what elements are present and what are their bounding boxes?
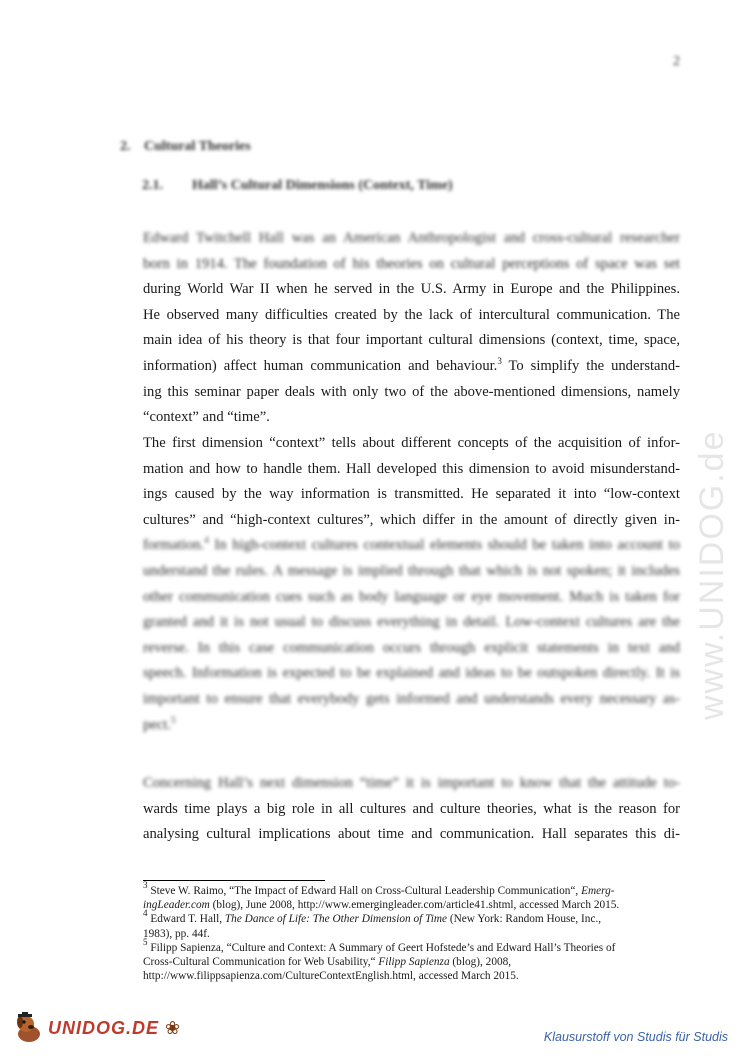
footnote-text: Filipp Sapienza, “Culture and Context: A Summary of Geert Hofstede’s and Edward Hall’s Theories of xyxy=(147,941,616,954)
logo-text xyxy=(48,1018,181,1039)
text-line xyxy=(143,354,680,380)
footnote-text: (blog), 2008, xyxy=(449,956,512,969)
text-line: “context” and “time”. xyxy=(143,409,270,426)
text-line: wards time plays a big role in all cultures and culture theories, what is the reason for xyxy=(143,800,680,817)
footnote-3 xyxy=(143,880,683,898)
text-line: Edward Twitchell Hall was an American Anthropologist and cross-cultural researcher xyxy=(143,230,680,246)
text-fragment: formation. xyxy=(143,537,205,554)
tagline: Klausurstoff von Studis für Studis xyxy=(543,1030,728,1044)
footnote-ref: 5 xyxy=(170,714,176,725)
footnote-number: 5 xyxy=(143,936,148,947)
text-line: during World War II when he served in the U.S. Army in Europe and the Philippines. xyxy=(143,281,680,298)
footnote-text: (blog), June 2008, http://www.emergingleader.com/article41.shtml, accessed March 2015. xyxy=(209,899,620,912)
text-line: mation and how to handle them. Hall developed this dimension to avoid misunderstand- xyxy=(143,460,680,477)
text-line: analysing cultural implications about time and communication. Hall separates this di- xyxy=(143,826,680,843)
section-number: 2. xyxy=(120,139,131,154)
footnote-4-cont: 1983), pp. 44f. xyxy=(143,927,210,940)
subsection-title: Hall’s Cultural Dimensions (Context, Time) xyxy=(192,178,453,193)
footnote-5-cont xyxy=(143,955,683,969)
text-line: He observed many difficulties created by the lack of intercultural communication. The xyxy=(143,306,680,323)
paw-icon: ❀ xyxy=(165,1017,182,1038)
text-line: main idea of his theory is that four important cultural dimensions (context, time, space, xyxy=(143,332,680,349)
footnote-ref: 4 xyxy=(204,535,209,546)
footnote-source-title: Filipp Sapienza xyxy=(378,956,450,969)
footnote-text: Edward T. Hall, xyxy=(147,913,225,926)
footnote-source-title: Emerg- xyxy=(581,885,615,897)
text-fragment: In high-context cultures contextual elements should be taken into account to xyxy=(208,537,680,554)
footnote-text: Cross-Cultural Communication for Web Usability,“ xyxy=(143,956,379,969)
watermark: www.UNIDOG.de xyxy=(693,429,731,720)
text-line: ings caused by the way information is transmitted. He separated it into “low-context xyxy=(143,486,680,503)
text-line: cultures” and “high-context cultures”, which differ in the amount of directly given in- xyxy=(143,511,680,528)
text-line: understand the rules. A message is implied through that which is not spoken; it includes xyxy=(143,562,680,579)
dog-mascot-icon xyxy=(14,1012,44,1044)
paragraph-1 xyxy=(143,226,680,431)
section-title: Cultural Theories xyxy=(144,139,251,154)
text-fragment: To simplify the understand- xyxy=(501,357,680,374)
footnote-separator xyxy=(143,880,325,881)
text-line: The first dimension “context” tells about different concepts of the acquisition of infor- xyxy=(143,435,680,451)
footnote-4 xyxy=(143,908,683,926)
footnote-source-title: The Dance of Life: The Other Dimension of Time xyxy=(224,913,448,926)
footnote-number: 3 xyxy=(143,880,148,890)
text-line: reverse. In this case communication occurs through explicit statements in text and xyxy=(143,639,680,656)
page-number: 2 xyxy=(673,54,680,69)
paragraph-2 xyxy=(143,431,680,738)
text-line xyxy=(143,713,680,739)
subsection-number: 2.1. xyxy=(142,178,163,193)
text-line: Concerning Hall’s next dimension “time” it is important to know that the attitude to- xyxy=(143,775,680,791)
footnote-ref: 3 xyxy=(497,355,502,366)
footnote-3-cont xyxy=(143,898,683,912)
logo-wordmark: UNIDOG.DE xyxy=(48,1017,160,1038)
text-line xyxy=(143,533,680,559)
footnotes xyxy=(143,880,683,983)
text-fragment: information) affect human communication and behaviour. xyxy=(143,357,498,374)
footnote-5 xyxy=(143,936,683,955)
text-line: born in 1914. The foundation of his theories on cultural perceptions of space was set xyxy=(143,255,680,272)
text-fragment: pect. xyxy=(143,716,171,733)
text-line: speech. Information is expected to be explained and ideas to be outspoken directly. It is xyxy=(143,665,680,682)
text-line: ing this seminar paper deals with only two of the above-mentioned dimensions, namely xyxy=(143,383,680,400)
text-line: important to ensure that everybody gets informed and understands every necessary as- xyxy=(143,690,680,707)
subsection-heading xyxy=(142,178,453,194)
footnote-source-title: ingLeader.com xyxy=(143,899,210,912)
footnote-number: 4 xyxy=(143,908,148,919)
footnote-5-url: http://www.filippsapienza.com/CultureContextEnglish.html, accessed March 2015. xyxy=(143,970,519,983)
paragraph-3 xyxy=(143,771,680,848)
text-line: granted and it is not usual to discuss everything in detail. Low-context cultures are the xyxy=(143,614,680,631)
footnote-text: (New York: Random House, Inc., xyxy=(447,913,602,926)
text-line: other communication cues such as body language or eye movement. Much is taken for xyxy=(143,588,680,605)
footnote-text: Steve W. Raimo, “The Impact of Edward Hall on Cross-Cultural Leadership Communication“, xyxy=(147,885,582,897)
unidog-logo xyxy=(14,1012,181,1044)
section-heading xyxy=(120,139,251,155)
